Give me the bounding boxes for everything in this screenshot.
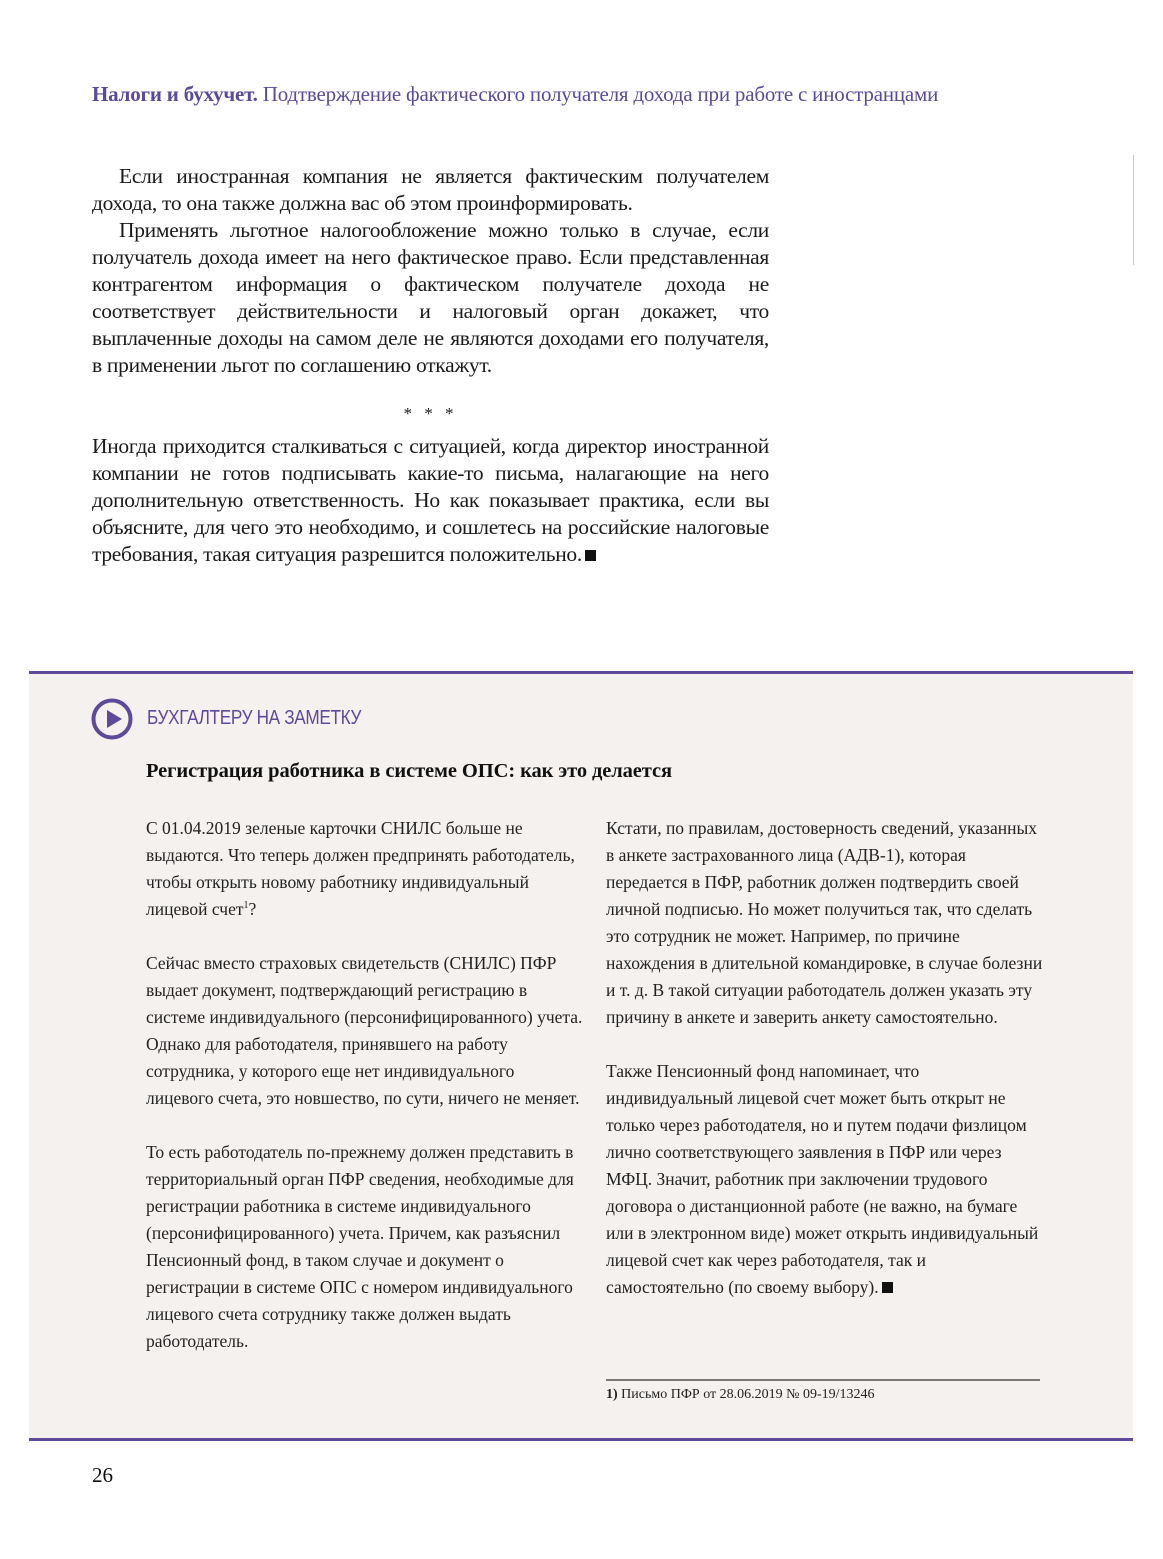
- footnote-divider: [606, 1379, 1040, 1381]
- note-column-left: [146, 815, 586, 1382]
- closing-text: [92, 433, 769, 568]
- play-circle-icon: [91, 698, 133, 740]
- footnote: [606, 1387, 875, 1403]
- note-paragraph: С 01.04.2019 зеленые карточки СНИЛС больше не выдаются. Что теперь должен предпринять работодатель, чтобы открыть новому работнику индивидуальный лицевой счет$^1$?: [146, 818, 575, 919]
- footnote-reference[interactable]: 1: [243, 900, 249, 911]
- paragraph: Если иностранная компания не является фактическим получателем дохода, то она также должна вас об этом проинформировать.: [92, 164, 769, 215]
- note-title: Регистрация работника в системе ОПС: как это делается: [146, 760, 673, 782]
- side-rule: [1133, 155, 1134, 265]
- article-title: Подтверждение фактического получателя дохода при работе с иностранцами: [262, 82, 939, 106]
- page-number: 26: [92, 1463, 113, 1487]
- note-paragraph: Также Пенсионный фонд напоминает, что индивидуальный лицевой счет может быть открыт не только через работодателя, но и путем подачи физлицом лично соответствующего заявления в ПФР или через МФЦ. Значит, работник при заключении трудового договора о дистанционной работе (не важно, на бумаге или в электронном виде) может открыть индивидуальный лицевой счет как через работодателя, так и самостоятельно (по своему выбору).: [606, 1061, 1039, 1297]
- accountant-note-box: [29, 671, 1133, 1441]
- note-paragraph: Сейчас вместо страховых свидетельств (СНИЛС) ПФР выдает документ, подтверждающий регистрацию в системе индивидуального (персонифицированного) учета. Однако для работодателя, принявшего на работу сотрудника, у которого еще нет индивидуального лицевого счета, это новшество, по сути, ничего не меняет.: [146, 953, 583, 1108]
- note-label: БУХГАЛТЕРУ НА ЗАМЕТКУ: [147, 707, 362, 729]
- end-of-note-mark: [882, 1282, 893, 1293]
- note-paragraph: Кстати, по правилам, достоверность сведений, указанных в анкете застрахованного лица (АДВ-1), которая передается в ПФР, работник должен подтвердить своей личной подписью. Но может получиться так, что сделать это сотрудник не может. Например, по причине нахождения в длительной командировке, в случае болезни и т. д. В такой ситуации работодатель должен указать эту причину в анкете и заверить анкету самостоятельно.: [606, 818, 1043, 1027]
- closing-paragraph: Иногда приходится сталкиваться с ситуацией, когда директор иностранной компании не готов подписывать какие-то письма, налагающие на него дополнительную ответственность. Но как показывает практика, если вы объясните, для чего это необходимо, и сошлетесь на российские налоговые требования, такая ситуация разрешится положительно.: [92, 434, 769, 566]
- paragraph: Применять льготное налогообложение можно только в случае, если получатель дохода имеет на него фактическое право. Если представленная контрагентом информация о фактическом получателе дохода не соответствует действительности и налоговый орган докажет, что выплаченные доходы на самом деле не являются доходами его получателя, в применении льгот по соглашению откажут.: [92, 218, 769, 377]
- footnote-number: 1): [606, 1387, 618, 1402]
- note-paragraph: То есть работодатель по-прежнему должен представить в территориальный орган ПФР сведения, необходимые для регистрации работника в системе индивидуального (персонифицированного) учета. Причем, как разъяснил Пенсионный фонд, в таком случае и документ о регистрации в системе ОПС с номером индивидуального лицевого счета сотруднику также должен выдать работодатель.: [146, 1142, 574, 1351]
- running-head: [92, 82, 938, 107]
- end-of-article-mark: [585, 550, 596, 561]
- section-separator: * * *: [403, 404, 458, 423]
- footnote-text: Письмо ПФР от 28.06.2019 № 09-19/13246: [621, 1387, 875, 1402]
- main-text: [92, 163, 769, 379]
- section-name: Налоги и бухучет.: [92, 82, 258, 106]
- note-column-right: [606, 815, 1046, 1328]
